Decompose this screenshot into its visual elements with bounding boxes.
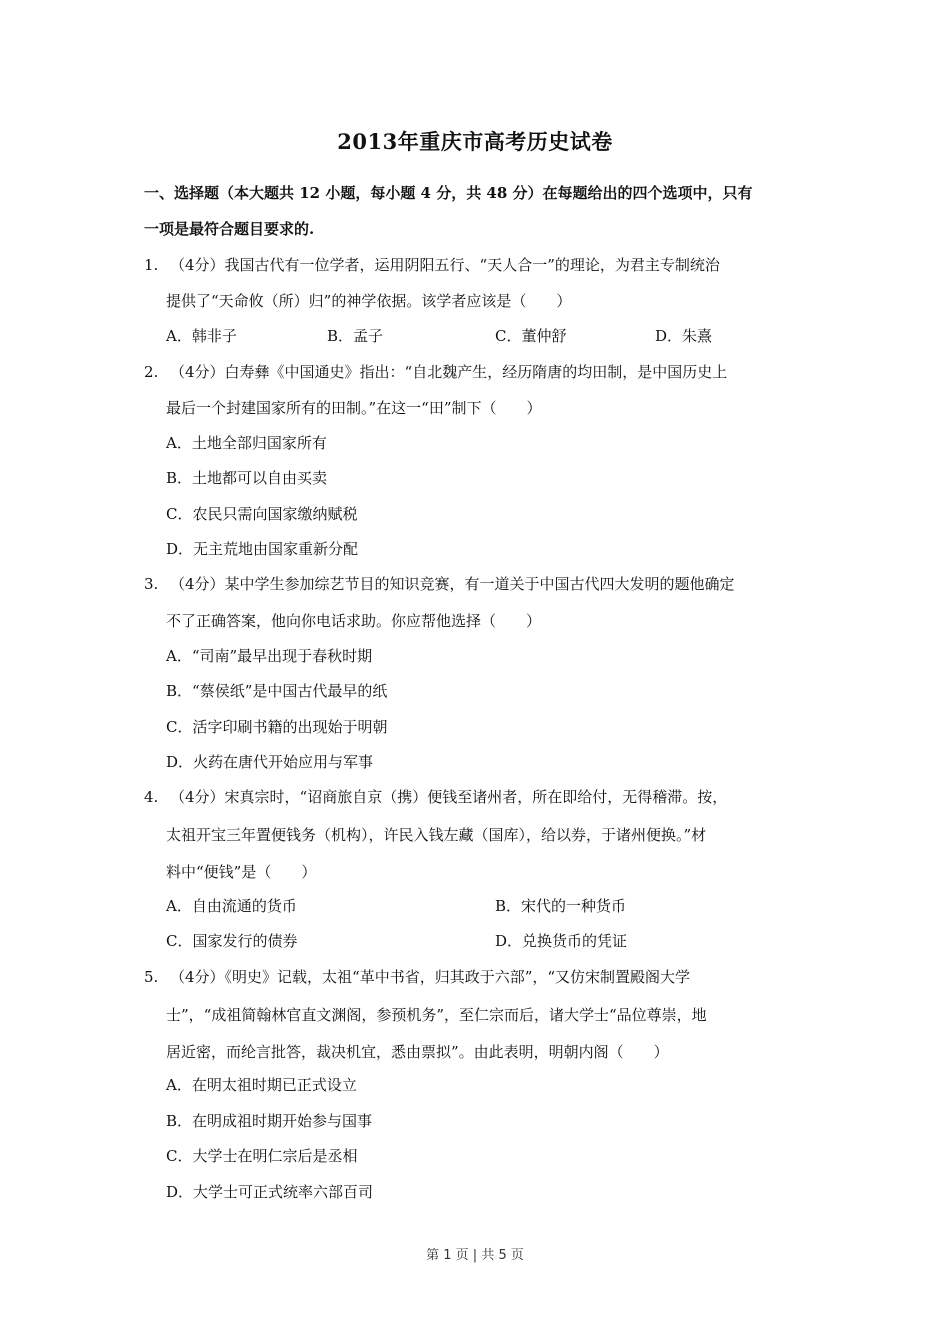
option-d: D．无主荒地由国家重新分配 — [166, 540, 359, 558]
question-text-line: （4分）某中学生参加综艺节目的知识竞赛，有一道关于中国古代四大发明的题他确定 — [170, 575, 735, 593]
option-c: C．国家发行的债券 — [166, 932, 298, 950]
question-number: 1. — [144, 256, 159, 274]
option-d: D．兑换货币的凭证 — [495, 932, 628, 950]
option-a: A．自由流通的货币 — [166, 897, 297, 915]
question-text-line: 士”，“成祖简翰林官直文渊阁，参预机务”，至仁宗而后，诸大学士“品位尊崇，地 — [166, 1006, 707, 1024]
option-b: B．孟子 — [327, 327, 384, 345]
question-number: 4. — [144, 788, 159, 806]
question-text-line: 居近密，而纶言批答，裁决机宜，悉由票拟”。由此表明，明朝内阁（ ） — [166, 1043, 669, 1061]
page-footer: 第 1 页 | 共 5 页 — [426, 1248, 524, 1263]
question-text-line: （4分）白寿彝《中国通史》指出：“自北魏产生，经历隋唐的均田制，是中国历史上 — [170, 363, 728, 381]
question-text-line: 料中“便钱”是（ ） — [166, 863, 317, 881]
question-text-line: 不了正确答案，他向你电话求助。你应帮他选择（ ） — [166, 612, 542, 630]
question-number: 3. — [144, 575, 159, 593]
section-heading-line-1: 一、选择题（本大题共 12 小题，每小题 4 分，共 48 分）在每题给出的四个选项中，只有 — [144, 184, 753, 202]
option-b: B．在明成祖时期开始参与国事 — [166, 1112, 373, 1130]
option-c: C．董仲舒 — [495, 327, 567, 345]
question-text-line: （4分）《明史》记载，太祖“革中书省，归其政于六部”，“又仿宋制置殿阁大学 — [170, 968, 691, 986]
option-a: A．韩非子 — [166, 327, 237, 345]
option-d: D．朱熹 — [655, 327, 713, 345]
option-b: B．宋代的一种货币 — [495, 897, 627, 915]
option-a: A．“司南”最早出现于春秋时期 — [166, 647, 373, 665]
question-text-line: （4分）宋真宗时，“诏商旅自京（携）便钱至诸州者，所在即给付，无得稽滞。按， — [170, 788, 728, 806]
question-text-line: 太祖开宝三年置便钱务（机构），许民入钱左藏（国库），给以券，于诸州便换。”材 — [166, 826, 707, 844]
option-c: C．活字印刷书籍的出现始于明朝 — [166, 718, 388, 736]
question-number: 2. — [144, 363, 159, 381]
option-d: D．火药在唐代开始应用与军事 — [166, 753, 374, 771]
question-text-line: （4分）我国古代有一位学者，运用阴阳五行、“天人合一”的理论，为君主专制统治 — [170, 256, 720, 274]
option-a: A．在明太祖时期已正式设立 — [166, 1076, 357, 1094]
option-b: B．土地都可以自由买卖 — [166, 469, 328, 487]
option-d: D．大学士可正式统率六部百司 — [166, 1183, 374, 1201]
question-text-line: 提供了“天命攸（所）归”的神学依据。该学者应该是（ ） — [166, 292, 572, 310]
option-b: B．“蔡侯纸”是中国古代最早的纸 — [166, 682, 388, 700]
option-c: C．大学士在明仁宗后是丞相 — [166, 1147, 358, 1165]
question-text-line: 最后一个封建国家所有的田制。”在这一“田”制下（ ） — [166, 399, 542, 417]
option-a: A．土地全部归国家所有 — [166, 434, 327, 452]
page-title: 2013年重庆市高考历史试卷 — [337, 129, 613, 154]
option-c: C．农民只需向国家缴纳赋税 — [166, 505, 358, 523]
question-number: 5. — [144, 968, 159, 986]
section-heading-line-2: 一项是最符合题目要求的. — [144, 220, 315, 238]
